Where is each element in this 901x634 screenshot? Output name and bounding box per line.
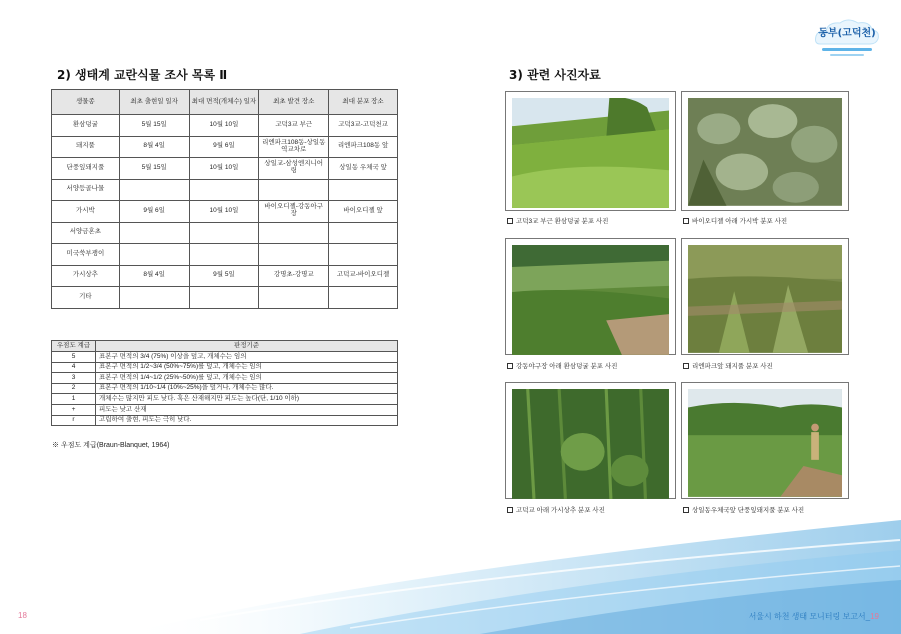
table-row <box>52 179 398 201</box>
dominance-grade-table <box>51 340 398 426</box>
species-name-cell: 단풍잎돼지풀 <box>52 158 120 180</box>
column-header: 최초 출현일 일자 <box>119 90 189 115</box>
page-number-left: 18 <box>18 611 27 620</box>
photo-caption: 고덕3교 부근 환삼덩굴 분포 사진 <box>507 216 608 225</box>
species-name-cell: 미국쑥부쟁이 <box>52 244 120 266</box>
table-cell: 바이오디젤-강동아구장 <box>259 201 329 223</box>
table-cell <box>119 179 189 201</box>
table-cell <box>329 222 398 244</box>
table-cell: 상일동 우체국 앞 <box>329 158 398 180</box>
prickly-lettuce-photo <box>512 389 669 499</box>
table-row <box>52 394 398 405</box>
photo-frame <box>505 91 676 211</box>
table-cell <box>189 244 259 266</box>
page-number-right: 19 <box>870 612 879 621</box>
column-header: 생물종 <box>52 90 120 115</box>
grade-cell: 5 <box>52 352 96 363</box>
table-row <box>52 158 398 180</box>
table-row <box>52 383 398 394</box>
giant-ragweed-photo <box>688 389 842 497</box>
species-name-cell: 돼지풀 <box>52 136 120 158</box>
species-name-cell: 기타 <box>52 287 120 309</box>
section-badge <box>814 18 880 58</box>
section-title-photos: 3) 관련 사진자료 <box>509 68 601 82</box>
report-footer <box>749 611 879 622</box>
photo-frame <box>681 91 849 211</box>
table-cell: 9월 6일 <box>119 201 189 223</box>
table-cell: 10월 10일 <box>189 158 259 180</box>
photo-caption: 상일동우체국앞 단풍잎돼지풀 분포 사진 <box>683 505 804 514</box>
photo-frame <box>681 382 849 499</box>
table-cell <box>259 287 329 309</box>
photo-caption: 바이오디젤 아래 가시박 분포 사진 <box>683 216 787 225</box>
grade-cell: 2 <box>52 383 96 394</box>
table-cell <box>119 222 189 244</box>
checkbox-bullet-icon <box>683 363 689 369</box>
table-cell <box>259 222 329 244</box>
species-name-cell: 가시박 <box>52 201 120 223</box>
column-header: 최대 분포 장소 <box>329 90 398 115</box>
table-cell <box>189 287 259 309</box>
photo-frame <box>681 238 849 355</box>
table-cell <box>259 244 329 266</box>
table-row <box>52 362 398 373</box>
column-header: 최초 발견 장소 <box>259 90 329 115</box>
criteria-cell: 표본구 면적의 1/10~1/4 (10%~25%)을 덮거나, 개체수는 많다. <box>96 383 398 394</box>
table-cell: 상일교-삼성엔지니어링 <box>259 158 329 180</box>
table-cell <box>329 179 398 201</box>
table-cell: 고덕교-바이오디젤 <box>329 265 398 287</box>
ragweed-photo <box>688 245 842 353</box>
column-header: 판정기준 <box>96 341 398 352</box>
photo-caption: 고덕교 아래 가시상추 분포 사진 <box>507 505 605 514</box>
table-row <box>52 373 398 384</box>
criteria-cell: 개체수는 많지만 피도 낮다. 혹은 산재해지만 피도는 높다(단, 1/10 이하) <box>96 394 398 405</box>
grade-cell: r <box>52 415 96 426</box>
table-cell <box>119 244 189 266</box>
footnote: ※ 우점도 계급(Braun-Blanquet, 1964) <box>52 442 170 449</box>
table-cell <box>259 179 329 201</box>
criteria-cell: 피도는 낮고 산재 <box>96 404 398 415</box>
table-cell <box>119 287 189 309</box>
checkbox-bullet-icon <box>507 218 513 224</box>
photo-frame <box>505 382 676 499</box>
criteria-cell: 표본구 면적의 1/2~3/4 (50%~75%)를 덮고, 개체수는 임의 <box>96 362 398 373</box>
table-cell <box>329 287 398 309</box>
table-cell: 10월 10일 <box>189 115 259 137</box>
grade-cell: 1 <box>52 394 96 405</box>
photo-caption: 리엔파크앞 돼지풀 분포 사진 <box>683 361 773 370</box>
table-cell: 고덕3교-고덕천교 <box>329 115 398 137</box>
table-cell: 고덕3교 부근 <box>259 115 329 137</box>
table-row <box>52 287 398 309</box>
grade-cell: 3 <box>52 373 96 384</box>
table-cell <box>189 222 259 244</box>
grade-cell: 4 <box>52 362 96 373</box>
checkbox-bullet-icon <box>507 363 513 369</box>
table-cell <box>189 179 259 201</box>
table-cell: 8월 4일 <box>119 136 189 158</box>
table-row <box>52 115 398 137</box>
species-name-cell: 서양등골나물 <box>52 179 120 201</box>
photo-caption: 강동야구장 아래 환삼덩굴 분포 사진 <box>507 361 617 370</box>
badge-wave <box>822 48 872 51</box>
table-row <box>52 244 398 266</box>
table-row <box>52 404 398 415</box>
table-cell: 바이오디젤 앞 <box>329 201 398 223</box>
criteria-cell: 표본구 면적의 1/4~1/2 (25%~50%)를 덮고, 개체수는 임의 <box>96 373 398 384</box>
table-cell: 10월 10일 <box>189 201 259 223</box>
criteria-cell: 고립하여 출현, 피도는 극히 낮다. <box>96 415 398 426</box>
table-cell: 8월 4일 <box>119 265 189 287</box>
badge-wave <box>830 54 864 56</box>
riverbank-vines-photo <box>512 245 669 355</box>
table-row <box>52 201 398 223</box>
column-header: 우점도 계급 <box>52 341 96 352</box>
table-cell: 9월 6일 <box>189 136 259 158</box>
grade-cell: + <box>52 404 96 415</box>
table-cell: 강명초-강명교 <box>259 265 329 287</box>
table-cell: 9월 5일 <box>189 265 259 287</box>
checkbox-bullet-icon <box>683 218 689 224</box>
table-row <box>52 415 398 426</box>
table-cell <box>329 244 398 266</box>
species-table <box>51 89 398 309</box>
species-name-cell: 서양금혼초 <box>52 222 120 244</box>
table-header-row <box>52 90 398 115</box>
section-title-species-list: 2) 생태계 교란식물 조사 목록 Ⅱ <box>57 68 228 82</box>
table-row <box>52 265 398 287</box>
table-row <box>52 222 398 244</box>
table-row <box>52 352 398 363</box>
report-title: 서울시 하천 생태 모니터링 보고서_ <box>748 612 871 621</box>
table-row <box>52 136 398 158</box>
species-name-cell: 가시상추 <box>52 265 120 287</box>
vine-leaves-photo <box>688 98 842 206</box>
column-header: 최대 면적(개체수) 일자 <box>189 90 259 115</box>
table-cell: 리엔파크108동-상일동역교차로 <box>259 136 329 158</box>
table-header-row <box>52 341 398 352</box>
table-cell: 리엔파크108동 앞 <box>329 136 398 158</box>
table-cell: 5월 15일 <box>119 158 189 180</box>
criteria-cell: 표본구 면적의 3/4 (75%) 이상을 덮고, 개체수는 임의 <box>96 352 398 363</box>
badge-label: 동부(고덕천) <box>818 28 876 39</box>
photo-frame <box>505 238 676 355</box>
vine-slope-photo <box>512 98 669 208</box>
species-name-cell: 환삼덩굴 <box>52 115 120 137</box>
table-cell: 5월 15일 <box>119 115 189 137</box>
